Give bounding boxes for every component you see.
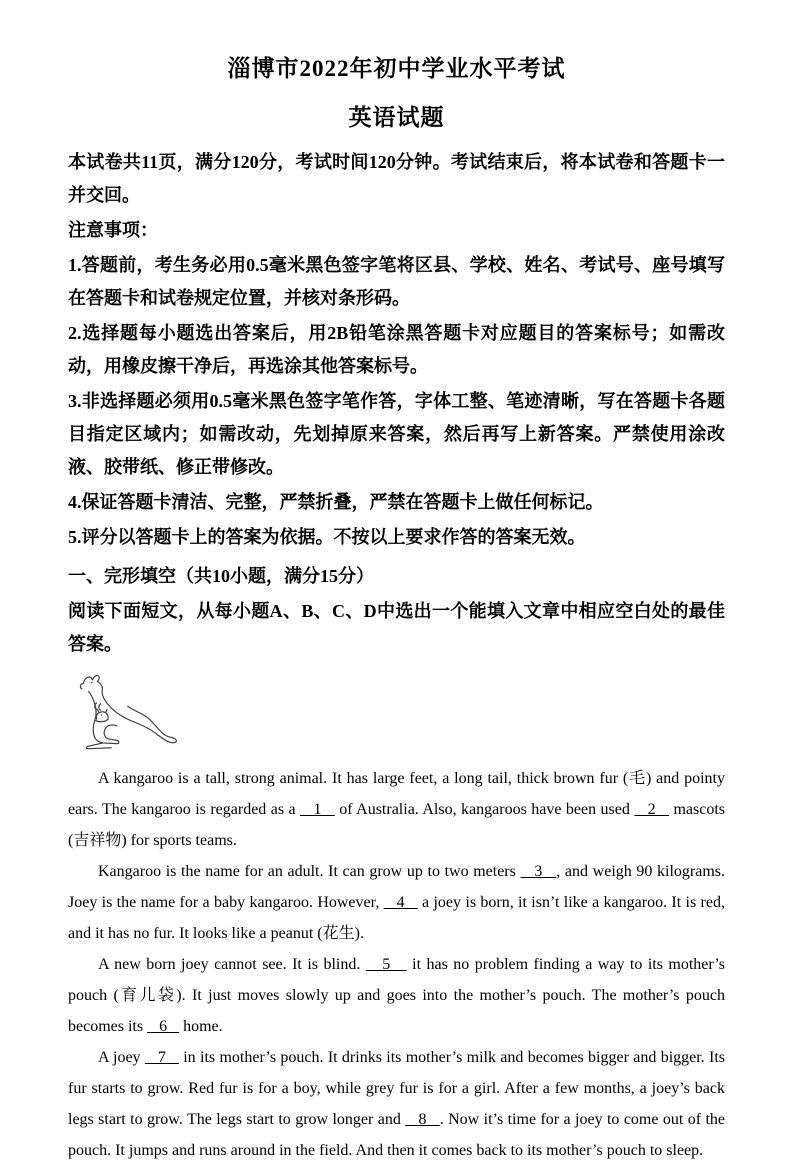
passage-paragraph: A joey 7 in its mother’s pouch. It drinks its mother’s milk and becomes bigger and bigger. Its fur starts to grow. Red fur is for a boy, while grey fur is for a girl. After a few months, a joey’s back legs start to grow. The legs start to grow longer and 8 . Now it’s time for a joey to come out of the pouch. It jumps and runs around in the field. And then it comes back to its mother’s pouch to sleep. [68, 1049, 726, 1159]
passage-paragraph: A kangaroo is a tall, strong animal. It has large feet, a long tail, thick brown fur (毛) and pointy ears. The kangaroo is regarded as a 1 of Australia. Also, kangaroos have been used 2 mascots (吉祥物) for sports teams. [68, 770, 726, 849]
exam-subtitle: 英语试题 [348, 105, 445, 130]
exam-title: 淄博市2022年初中学业水平考试 [227, 56, 566, 81]
kangaroo-illustration [72, 665, 180, 757]
notice-item: 4.保证答题卡清洁、完整，严禁折叠，严禁在答题卡上做任何标记。 [68, 492, 604, 512]
cloze-directions: 阅读下面短文，从每小题A、B、C、D中选出一个能填入文章中相应空白处的最佳答案。 [68, 601, 725, 654]
cloze-blank: 1 [300, 801, 335, 818]
cloze-blank: 7 [144, 1049, 179, 1066]
notice-item: 5.评分以答题卡上的答案为依据。不按以上要求作答的答案无效。 [68, 527, 586, 547]
notice-item: 3.非选择题必须用0.5毫米黑色签字笔作答，字体工整、笔迹清晰，写在答题卡各题目指定区域内；如需改动，先划掉原来答案，然后再写上新答案。严禁使用涂改液、胶带纸、修正带修改。 [68, 391, 725, 477]
cloze-blank: 6 [147, 1018, 180, 1035]
notice-item: 2.选择题每小题选出答案后，用2B铅笔涂黑答题卡对应题目的答案标号；如需改动，用橡皮擦干净后，再选涂其他答案标号。 [68, 323, 725, 376]
cloze-blank: 4 [383, 894, 418, 911]
notice-list [68, 249, 725, 554]
passage-paragraph: Kangaroo is the name for an adult. It can grow up to two meters 3 , and weigh 90 kilograms. Joey is the name for a baby kangaroo. However, 4 a joey is born, it isn’t like a kangaroo. It is red, and it has no fur. It looks like a peanut (花生). [68, 863, 726, 942]
cloze-passage [68, 763, 725, 1166]
notice-label: 注意事项： [68, 220, 158, 240]
exam-intro: 本试卷共11页，满分120分，考试时间120分钟。考试结束后，将本试卷和答题卡一并交回。 [68, 152, 725, 205]
cloze-blank: 3 [520, 863, 557, 880]
cloze-blank: 5 [365, 956, 407, 973]
section-heading: 一、完形填空（共10小题，满分15分） [68, 566, 374, 586]
passage-paragraph: A new born joey cannot see. It is blind. 5 it has no problem finding a way to its mother’s pouch (育儿袋). It just moves slowly up and goes into the mother’s pouch. The mother’s pouch becomes its 6 home. [68, 956, 726, 1035]
cloze-blank: 2 [634, 801, 670, 818]
cloze-blank: 8 [405, 1111, 440, 1128]
kangaroo-line-art-icon [72, 665, 180, 757]
notice-item: 1.答题前，考生务必用0.5毫米黑色签字笔将区县、学校、姓名、考试号、座号填写在答题卡和试卷规定位置，并核对条形码。 [68, 255, 725, 308]
